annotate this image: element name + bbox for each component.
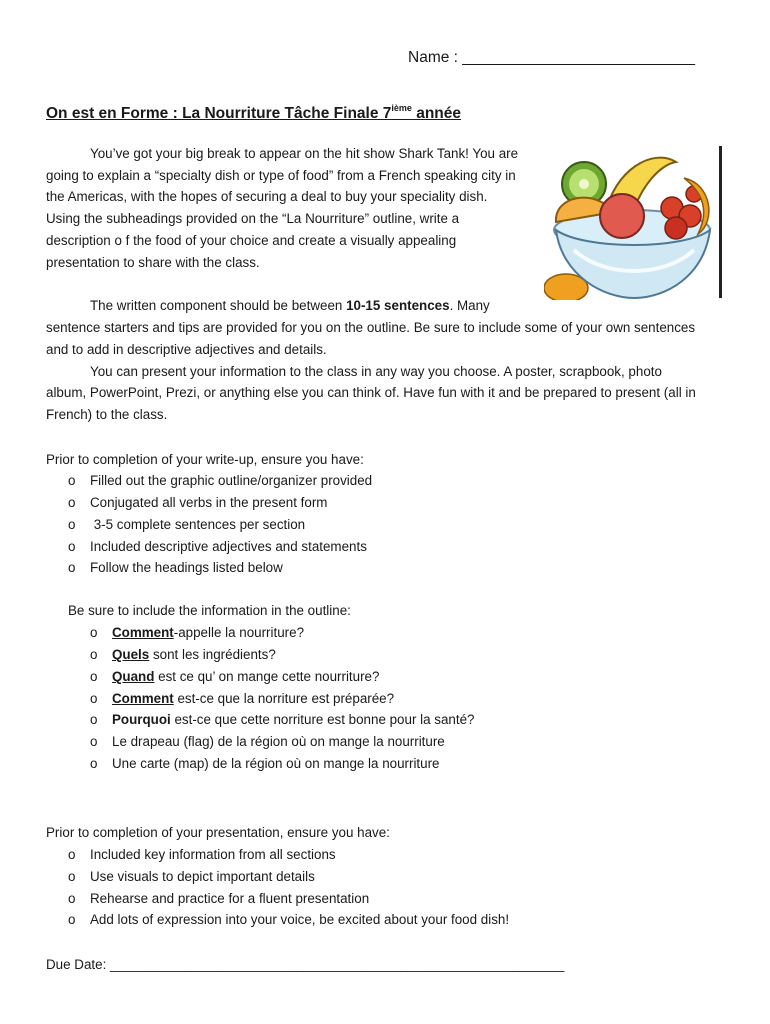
name-blank: ___________________________ (462, 49, 696, 66)
written-line: sentence starters and tips are provided for you on the outline. Be sure to include some of your own sentences (46, 320, 696, 335)
list-item: o Included descriptive adjectives and statements (68, 539, 367, 554)
divider-bar (719, 146, 722, 298)
outline-item: o Comment-appelle la nourriture? (90, 625, 305, 640)
outline-heading: Be sure to include the information in the outline: (68, 603, 351, 618)
outline-item: o Une carte (map) de la région où on mange la nourriture (90, 756, 440, 771)
list-item: o Conjugated all verbs in the present form (68, 495, 328, 510)
written-line: The written component should be between 10-15 sentences. Many (90, 298, 490, 313)
due-date-blank: _____________________________________________________________ (110, 957, 565, 972)
intro-line: presentation to share with the class. (46, 255, 260, 270)
outline-item: o Quels sont les ingrédients? (90, 647, 276, 662)
page-title: On est en Forme : La Nourriture Tâche Finale 7ième année (46, 103, 462, 122)
list-item: o 3-5 complete sentences per section (68, 517, 306, 532)
outline-item: o Pourquoi est-ce que cette norriture est bonne pour la santé? (90, 712, 475, 727)
intro-line: the Americas, with the hopes of securing a deal to buy your speciality dish. (46, 189, 488, 204)
written-line: and to add in descriptive adjectives and details. (46, 342, 327, 357)
list-item: o Included key information from all sections (68, 847, 336, 862)
due-date-label: Due Date: (46, 957, 111, 972)
intro-line: going to explain a “specialty dish or type of food” from a French speaking city in (46, 168, 516, 183)
list-item: o Filled out the graphic outline/organizer provided (68, 473, 373, 488)
due-date-field (46, 955, 564, 975)
fruit-bowl-icon (544, 138, 714, 300)
intro-line: Using the subheadings provided on the “La Nourriture” outline, write a (46, 211, 460, 226)
name-label: Name : (408, 49, 458, 66)
list-item: o Use visuals to depict important details (68, 869, 315, 884)
presentation-heading: Prior to completion of your presentation, ensure you have: (46, 825, 390, 840)
list-item: o Follow the headings listed below (68, 560, 283, 575)
outline-item: o Le drapeau (flag) de la région où on mange la nourriture (90, 734, 445, 749)
presentation-options-line: French) to the class. (46, 407, 168, 422)
name-field (408, 48, 695, 68)
list-item: o Add lots of expression into your voice, be excited about your food dish! (68, 912, 510, 927)
presentation-options-line: album, PowerPoint, Prezi, or anything else you can think of. Have fun with it and be prepared to present (all in (46, 385, 696, 400)
writeup-heading: Prior to completion of your write-up, ensure you have: (46, 452, 364, 467)
outline-item: o Comment est-ce que la norriture est préparée? (90, 691, 395, 706)
list-item: o Rehearse and practice for a fluent presentation (68, 891, 370, 906)
intro-line: description o f the food of your choice and create a visually appealing (46, 233, 457, 248)
intro-line: You’ve got your big break to appear on the hit show Shark Tank! You are (90, 146, 519, 161)
presentation-options-line: You can present your information to the class in any way you choose. A poster, scrapbook, photo (90, 364, 662, 379)
outline-item: o Quand est ce qu’ on mange cette nourriture? (90, 669, 380, 684)
